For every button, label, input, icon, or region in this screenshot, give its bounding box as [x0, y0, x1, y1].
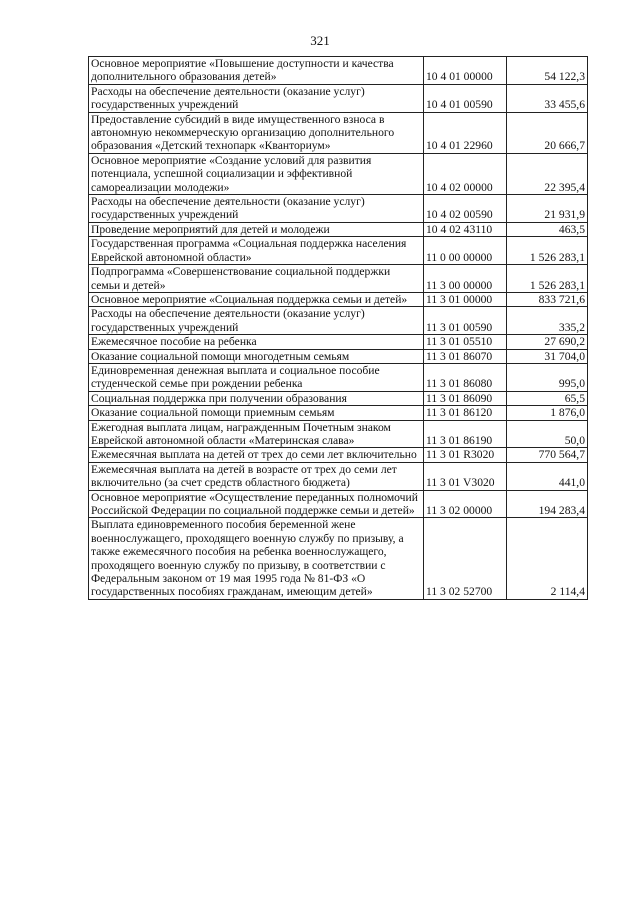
row-name: Ежемесячная выплата на детей в возрасте от трех до семи лет включительно (за счет средств областного бюджета): [89, 462, 424, 490]
row-code: 10 4 02 43110: [424, 222, 507, 236]
row-code: 11 3 02 00000: [424, 490, 507, 518]
row-amount: 335,2: [507, 307, 588, 335]
row-code: 10 4 02 00590: [424, 195, 507, 223]
row-amount: 21 931,9: [507, 195, 588, 223]
row-code: 11 3 02 52700: [424, 518, 507, 599]
row-name: Ежемесячное пособие на ребенка: [89, 335, 424, 349]
row-name: Ежемесячная выплата на детей от трех до семи лет включительно: [89, 448, 424, 462]
row-name: Расходы на обеспечение деятельности (оказание услуг) государственных учреждений: [89, 195, 424, 223]
table-row: [89, 420, 588, 448]
table-row: [89, 490, 588, 518]
table-row: [89, 84, 588, 112]
table-row: [89, 112, 588, 153]
row-amount: 2 114,4: [507, 518, 588, 599]
row-name: Единовременная денежная выплата и социальное пособие студенческой семье при рождении ребенка: [89, 363, 424, 391]
row-code: 10 4 01 00590: [424, 84, 507, 112]
row-name: Подпрограмма «Совершенствование социальной поддержки семьи и детей»: [89, 265, 424, 293]
row-amount: 833 721,6: [507, 292, 588, 306]
row-name: Основное мероприятие «Повышение доступности и качества дополнительного образования детей»: [89, 57, 424, 85]
row-code: 11 3 01 V3020: [424, 462, 507, 490]
table-row: [89, 406, 588, 420]
row-amount: 31 704,0: [507, 349, 588, 363]
row-name: Основное мероприятие «Создание условий для развития потенциала, успешной социализации и эффективной самореализации молодежи»: [89, 153, 424, 194]
table-row: [89, 363, 588, 391]
table-row: [89, 349, 588, 363]
row-amount: 20 666,7: [507, 112, 588, 153]
row-code: 11 3 01 86190: [424, 420, 507, 448]
budget-table: [88, 56, 588, 600]
row-amount: 22 395,4: [507, 153, 588, 194]
table-row: [89, 448, 588, 462]
row-name: Выплата единовременного пособия беременной жене военнослужащего, проходящего военную службу по призыву, а также ежемесячного пособия на ребенка военнослужащего, проходящего военную службу по призыву, в соответствии с Федеральным законом от 19 мая 1995 года № 81-ФЗ «О государственных пособиях гражданам, имеющим детей»: [89, 518, 424, 599]
row-amount: 65,5: [507, 391, 588, 405]
row-amount: 1 876,0: [507, 406, 588, 420]
row-amount: 770 564,7: [507, 448, 588, 462]
row-name: Оказание социальной помощи приемным семьям: [89, 406, 424, 420]
row-code: 10 4 01 00000: [424, 57, 507, 85]
row-code: 11 3 00 00000: [424, 265, 507, 293]
row-name: Ежегодная выплата лицам, награжденным Почетным знаком Еврейской автономной области «Материнская слава»: [89, 420, 424, 448]
row-code: 11 0 00 00000: [424, 237, 507, 265]
row-amount: 194 283,4: [507, 490, 588, 518]
table-row: [89, 518, 588, 599]
table-row: [89, 195, 588, 223]
row-amount: 1 526 283,1: [507, 237, 588, 265]
table-row: [89, 335, 588, 349]
row-code: 10 4 01 22960: [424, 112, 507, 153]
row-name: Основное мероприятие «Осуществление переданных полномочий Российской Федерации по социальной поддержке семьи и детей»: [89, 490, 424, 518]
row-amount: 463,5: [507, 222, 588, 236]
table-row: [89, 391, 588, 405]
row-name: Социальная поддержка при получении образования: [89, 391, 424, 405]
row-amount: 54 122,3: [507, 57, 588, 85]
row-amount: 441,0: [507, 462, 588, 490]
row-name: Расходы на обеспечение деятельности (оказание услуг) государственных учреждений: [89, 307, 424, 335]
row-amount: 27 690,2: [507, 335, 588, 349]
row-code: 11 3 01 R3020: [424, 448, 507, 462]
row-name: Государственная программа «Социальная поддержка населения Еврейской автономной области»: [89, 237, 424, 265]
row-code: 11 3 01 00590: [424, 307, 507, 335]
row-code: 11 3 01 86090: [424, 391, 507, 405]
row-code: 11 3 01 86070: [424, 349, 507, 363]
row-name: Расходы на обеспечение деятельности (оказание услуг) государственных учреждений: [89, 84, 424, 112]
row-name: Проведение мероприятий для детей и молодежи: [89, 222, 424, 236]
table-row: [89, 462, 588, 490]
row-amount: 995,0: [507, 363, 588, 391]
row-code: 11 3 01 86120: [424, 406, 507, 420]
table-row: [89, 237, 588, 265]
row-code: 10 4 02 00000: [424, 153, 507, 194]
row-code: 11 3 01 05510: [424, 335, 507, 349]
row-name: Основное мероприятие «Социальная поддержка семьи и детей»: [89, 292, 424, 306]
page-number: 321: [310, 33, 330, 48]
table-row: [89, 222, 588, 236]
row-amount: 50,0: [507, 420, 588, 448]
row-code: 11 3 01 00000: [424, 292, 507, 306]
table-row: [89, 57, 588, 85]
row-amount: 1 526 283,1: [507, 265, 588, 293]
table-row: [89, 292, 588, 306]
table-row: [89, 307, 588, 335]
table-row: [89, 153, 588, 194]
row-name: Предоставление субсидий в виде имущественного взноса в автономную некоммерческую организацию дополнительного образования «Детский технопарк «Кванториум»: [89, 112, 424, 153]
row-code: 11 3 01 86080: [424, 363, 507, 391]
row-amount: 33 455,6: [507, 84, 588, 112]
row-name: Оказание социальной помощи многодетным семьям: [89, 349, 424, 363]
table-row: [89, 265, 588, 293]
